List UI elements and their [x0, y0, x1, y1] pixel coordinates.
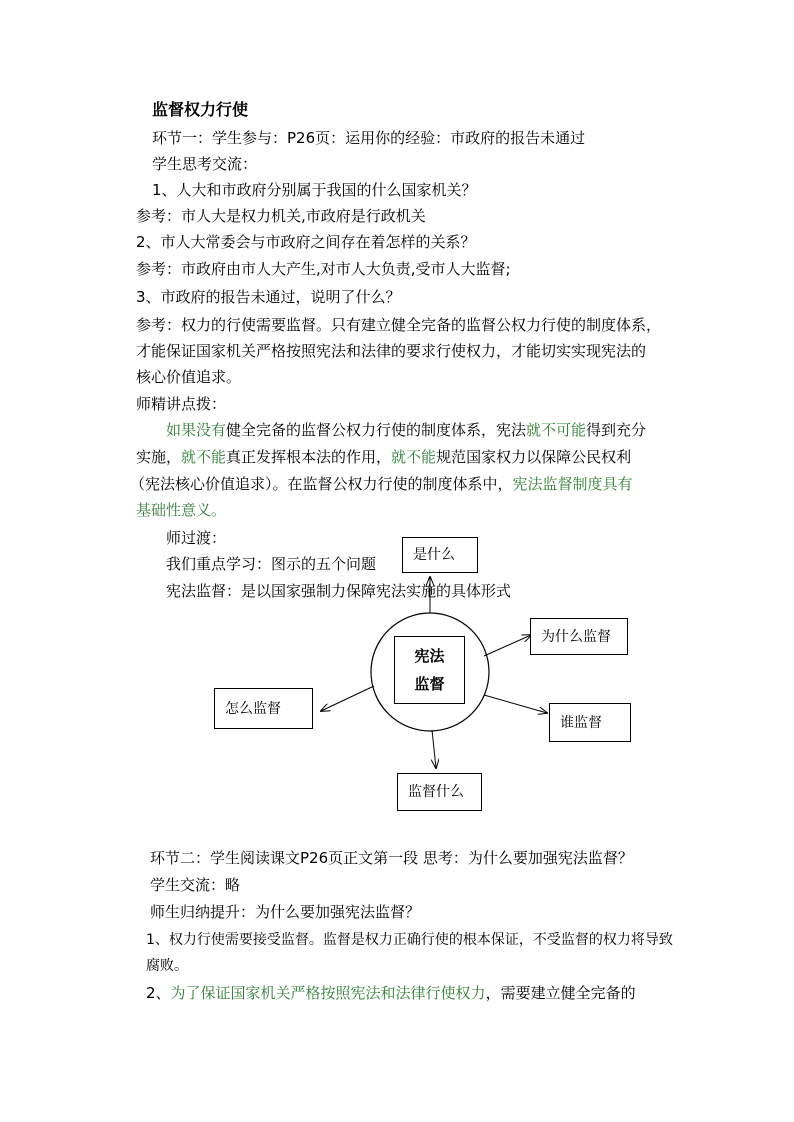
teacher-heading: 师精讲点拨： — [136, 395, 227, 413]
point-1-line1: 1、权力行使需要接受监督。监督是权力正确行使的根本保证，不受监督的权力将导致 — [146, 932, 673, 948]
summary-line: 师生归纳提升：为什么要加强宪法监督？ — [150, 903, 421, 921]
question-2: 2、市人大常委会与市政府之间存在着怎样的关系？ — [136, 233, 476, 251]
center-label-2: 监督 — [414, 675, 445, 693]
box-what: 是什么 — [402, 537, 478, 573]
highlight-text: 就不可能 — [526, 421, 587, 439]
question-3: 3、市政府的报告未通过，说明了什么？ — [136, 288, 401, 306]
body-text: 真正发挥根本法的作用， — [226, 448, 392, 466]
box-whatsup: 监督什么 — [397, 773, 482, 811]
body-text: 健全完备的监督公权力行使的制度体系，宪法 — [226, 421, 527, 439]
point-2-line1 — [146, 983, 636, 1003]
exchange-line: 学生交流：略 — [150, 876, 241, 894]
arrow-left — [321, 686, 374, 711]
study-line: 我们重点学习：图示的五个问题 — [166, 555, 377, 573]
arrow-right-down — [484, 695, 547, 713]
answer-3-line2: 才能保证国家机关严格按照宪法和法律的要求行使权力，才能切实实现宪法的 — [136, 342, 647, 360]
box-how: 怎么监督 — [214, 688, 313, 729]
center-box — [394, 636, 465, 704]
point-number: 2、 — [146, 984, 171, 1002]
section2-heading: 环节二：学生阅读课文P26页正文第一段 思考：为什么要加强宪法监督？ — [150, 849, 633, 867]
section1-heading: 环节一：学生参与：P26页：运用你的经验：市政府的报告未通过 — [152, 129, 586, 147]
discuss-label: 学生思考交流： — [152, 155, 258, 173]
highlight-text: 如果没有 — [166, 421, 227, 439]
body-text: ，需要建立健全完备的 — [485, 984, 636, 1002]
point-1-line2: 腐败。 — [146, 958, 188, 974]
transition-label: 师过渡： — [166, 529, 227, 547]
definition-line: 宪法监督：是以国家强制力保障宪法实施的具体形式 — [166, 582, 512, 600]
box-who: 谁监督 — [549, 703, 631, 742]
answer-3-line3: 核心价值追求。 — [136, 368, 242, 386]
center-label-1: 宪法 — [414, 647, 445, 665]
body-text: （宪法核心价值追求）。在监督公权力行使的制度体系中， — [130, 475, 513, 493]
question-1: 1、人大和市政府分别属于我国的什么国家机关？ — [152, 181, 477, 199]
highlight-text: 基础性意义。 — [136, 501, 227, 519]
box-why: 为什么监督 — [530, 618, 628, 655]
body-text: 实施， — [136, 448, 182, 466]
body-text: 得到充分 — [586, 421, 647, 439]
highlight-text: 就不能 — [391, 448, 437, 466]
answer-1: 参考：市人大是权力机关,市政府是行政机关 — [136, 207, 426, 225]
highlight-text: 就不能 — [181, 448, 227, 466]
arrow-right-up — [484, 635, 531, 656]
page-title: 监督权力行使 — [152, 100, 249, 119]
answer-3-line1: 参考：权力的行使需要监督。只有建立健全完备的监督公权力行使的制度体系， — [136, 316, 662, 334]
highlight-text: 宪法监督制度具有 — [512, 475, 633, 493]
highlight-text: 为了保证国家机关严格按照宪法和法律行使权力 — [170, 984, 486, 1002]
body-text: 规范国家权力以保障公民权利 — [436, 448, 632, 466]
arrow-down — [432, 730, 436, 768]
answer-2: 参考：市政府由市人大产生,对市人大负责,受市人大监督; — [136, 260, 511, 278]
